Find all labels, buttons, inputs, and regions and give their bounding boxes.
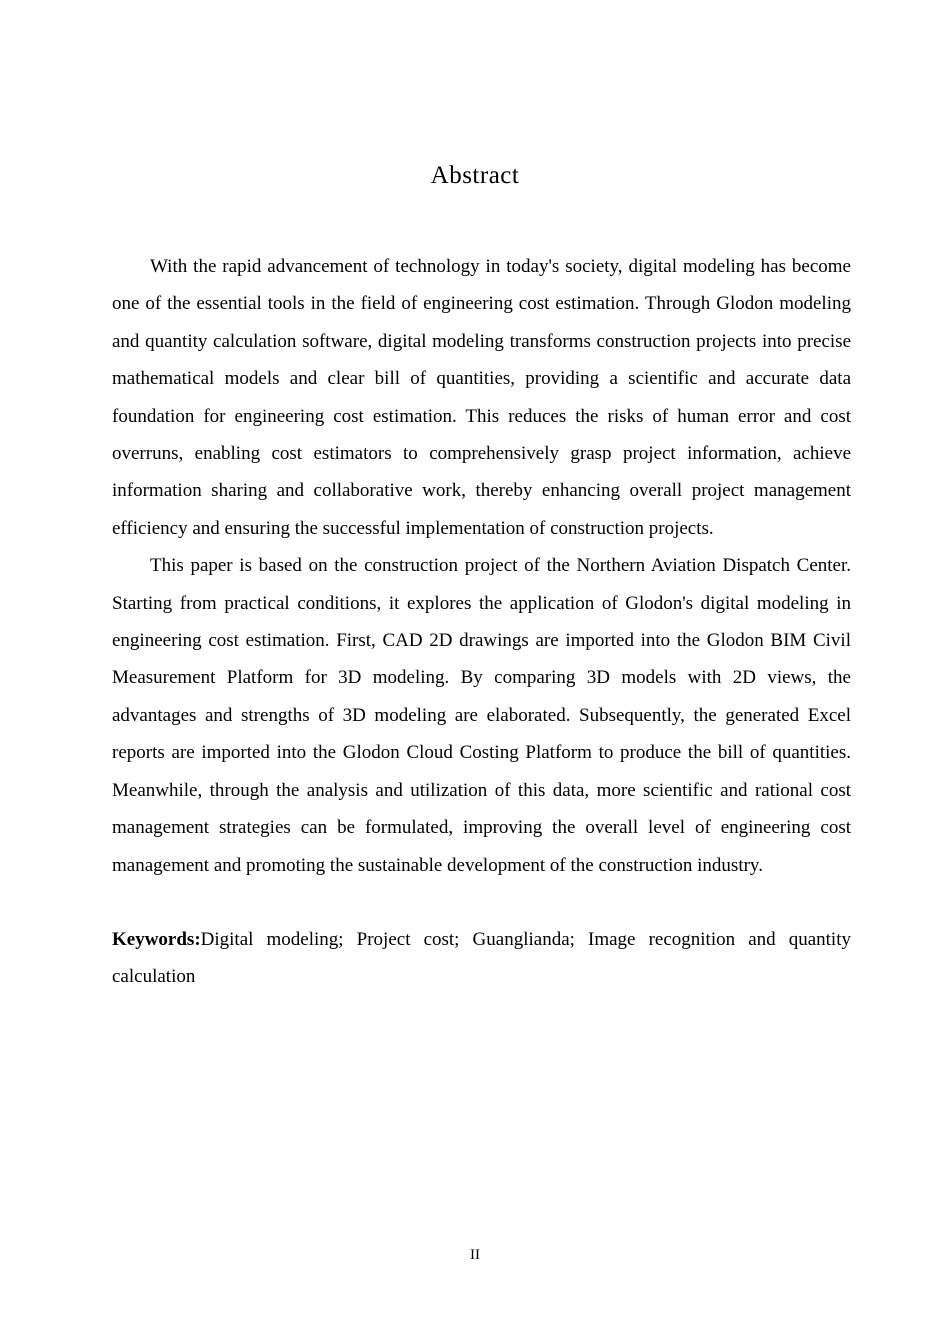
abstract-paragraph-2: This paper is based on the construction project of the Northern Aviation Dispatch Center. Starting from practical conditions, it explores the application of Glodon's digital modeling in engineering cost estimation. First, CAD 2D drawings are imported into the Glodon BIM Civil Measurement Platform for 3D modeling. By comparing 3D models with 2D views, the advantages and strengths of 3D modeling are elaborated. Subsequently, the generated Excel reports are imported into the Glodon Cloud Costing Platform to produce the bill of quantities. Meanwhile, through the analysis and utilization of this data, more scientific and rational cost management strategies can be formulated, improving the overall level of engineering cost management and promoting the sustainable development of the construction industry.: [112, 555, 851, 876]
keywords-text: Digital modeling; Project cost; Guanglianda; Image recognition and quantity calculation: [112, 928, 851, 988]
abstract-paragraph-1: With the rapid advancement of technology in today's society, digital modeling has become one of the essential tools in the field of engineering cost estimation. Through Glodon modeling and quantity calculation software, digital modeling transforms construction projects into precise mathematical models and clear bill of quantities, providing a scientific and accurate data foundation for engineering cost estimation. This reduces the risks of human error and cost overruns, enabling cost estimators to comprehensively grasp project information, achieve information sharing and collaborative work, thereby enhancing overall project management efficiency and ensuring the successful implementation of construction projects.: [112, 256, 851, 539]
keywords-line: [112, 921, 851, 996]
page-title: Abstract: [430, 162, 520, 189]
page-number: II: [470, 1247, 480, 1263]
keywords-label: Keywords:: [112, 928, 201, 950]
abstract-body: [112, 248, 851, 996]
